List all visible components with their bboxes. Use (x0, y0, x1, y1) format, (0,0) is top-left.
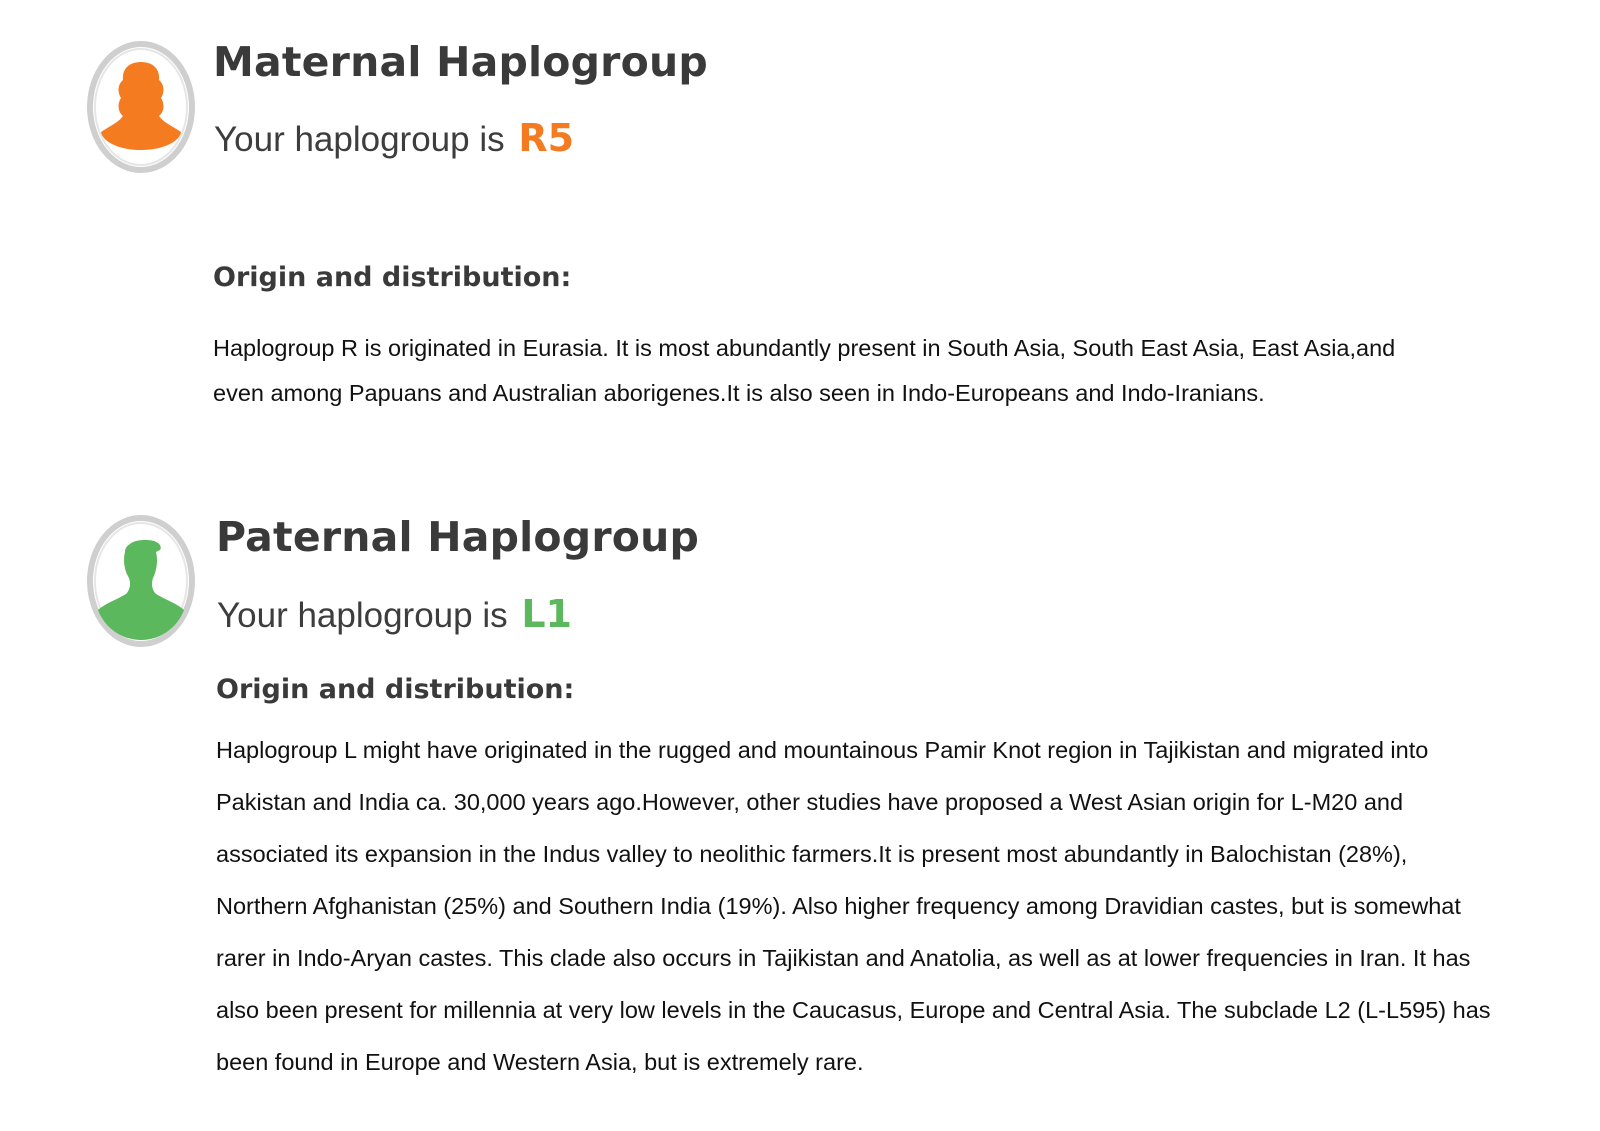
paternal-origin-text (216, 724, 1581, 1088)
maternal-origin-heading: Origin and distribution: (213, 262, 572, 293)
maternal-origin-line: even among Papuans and Australian aborigenes.It is also seen in Indo-Europeans and Indo-Iranians. (213, 380, 1265, 406)
maternal-haplogroup-value: R5 (518, 116, 575, 160)
paternal-origin-line: been found in Europe and Western Asia, but is extremely rare. (216, 1049, 864, 1075)
paternal-section (0, 460, 1600, 1131)
maternal-origin-line: Haplogroup R is originated in Eurasia. It is most abundantly present in South Asia, South East Asia, East Asia,and (213, 335, 1396, 361)
paternal-result-prefix: Your haplogroup is (217, 596, 508, 635)
paternal-origin-line: Pakistan and India ca. 30,000 years ago.However, other studies have proposed a West Asian origin for L-M20 and (216, 789, 1404, 815)
paternal-result (217, 592, 572, 636)
paternal-origin-line: also been present for millennia at very low levels in the Caucasus, Europe and Central Asia. The subclade L2 (L-L595) has (216, 997, 1491, 1023)
maternal-result-prefix: Your haplogroup is (214, 120, 505, 159)
paternal-title: Paternal Haplogroup (216, 513, 700, 561)
paternal-origin-line: Haplogroup L might have originated in the rugged and mountainous Pamir Knot region in Tajikistan and migrated into (216, 737, 1429, 763)
paternal-origin-line: associated its expansion in the Indus valley to neolithic farmers.It is present most abundantly in Balochistan (28%), (216, 841, 1408, 867)
maternal-section (0, 0, 1600, 460)
paternal-haplogroup-value: L1 (521, 592, 572, 636)
maternal-result (214, 116, 574, 160)
maternal-title: Maternal Haplogroup (213, 38, 708, 86)
male-silhouette-icon (86, 514, 196, 648)
female-silhouette-icon (86, 40, 196, 174)
paternal-origin-heading: Origin and distribution: (216, 674, 575, 705)
maternal-origin-text (213, 326, 1563, 416)
paternal-origin-line: rarer in Indo-Aryan castes. This clade also occurs in Tajikistan and Anatolia, as well as at lower frequencies in Iran. It has (216, 945, 1471, 971)
paternal-origin-line: Northern Afghanistan (25%) and Southern India (19%). Also higher frequency among Dravidian castes, but is somewhat (216, 893, 1461, 919)
